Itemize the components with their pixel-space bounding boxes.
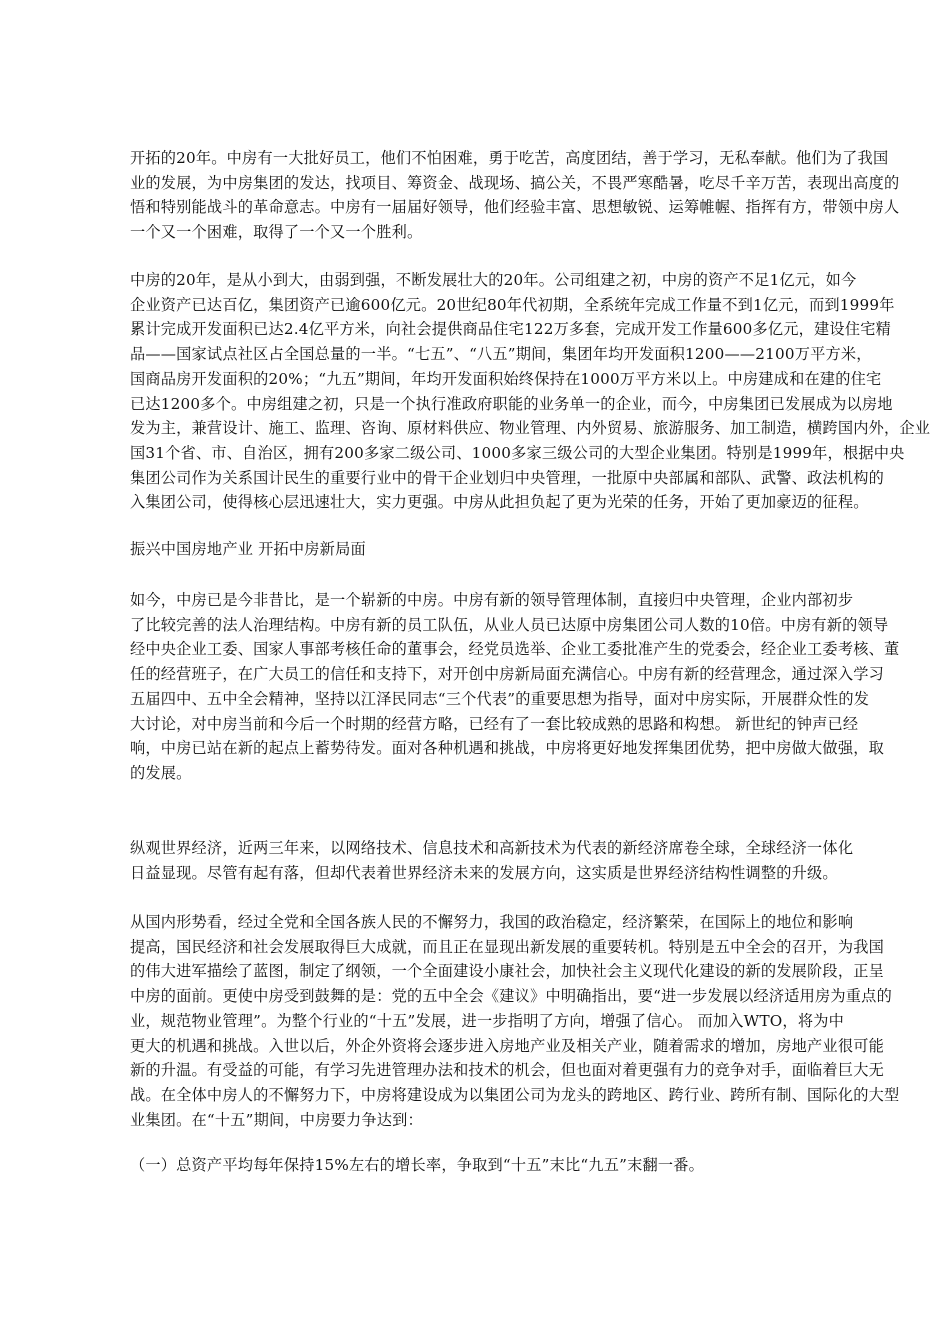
paragraph-goal-1 (130, 1153, 950, 1178)
text-line: 提高，国民经济和社会发展取得巨大成就，而且正在显现出新发展的重要转机。特别是五中全会的召开，为我国 (130, 937, 884, 956)
list-item-text: （一）总资产平均每年保持15%左右的增长率，争取到“十五”末比“九五”末翻一番。 (130, 1156, 705, 1174)
text-line: 的伟大进军描绘了蓝图，制定了纲领，一个全面建设小康社会，加快社会主义现代化建设的新的发展阶段，正呈 (130, 962, 884, 981)
text-line: 大讨论，对中房当前和今后一个时期的经营方略，已经有了一套比较成熟的思路和构想。 新世纪的钟声已经 (130, 714, 859, 733)
paragraph-domestic-situation (130, 910, 950, 1132)
paragraph-world-economy (130, 836, 950, 885)
paragraph-new-zhongfang (130, 588, 950, 786)
text-line: 已达1200多个。中房组建之初，只是一个执行准政府职能的业务单一的企业，而今，中房集团已发展成为以房地 (130, 394, 893, 413)
text-line: 纵观世界经济，近两三年来，以网络技术、信息技术和高新技术为代表的新经济席卷全球，全球经济一体化 (130, 839, 854, 857)
section-heading (130, 537, 950, 562)
text-line: 品——国家试点社区占全国总量的一半。“七五”、“八五”期间，集团年均开发面积1200——2100万平方米， (130, 345, 872, 364)
text-line: 中房的面前。更使中房受到鼓舞的是：党的五中全会《建议》中明确指出，要“进一步发展以经济适用房为重点的 (130, 987, 892, 1006)
text-line: 响，中房已站在新的起点上蓄势待发。面对各种机遇和挑战，中房将更好地发挥集团优势，把中房做大做强，取 (130, 739, 884, 758)
text-line: 累计完成开发面积已达2.4亿平方米，向社会提供商品住宅122万多套，完成开发工作量600多亿元，建设住宅精 (130, 320, 891, 339)
text-line: 了比较完善的法人治理结构。中房有新的员工队伍，从业人员已达原中房集团公司人数的10倍。中房有新的领导 (130, 615, 889, 634)
text-line: 开拓的20年。中房有一大批好员工，他们不怕困难，勇于吃苦，高度团结，善于学习，无私奉献。他们为了我国 (130, 149, 889, 167)
text-line: 业集团。在“十五”期间，中房要力争达到： (130, 1110, 423, 1129)
text-line: 国商品房开发面积的20%；“九五”期间，年均开发面积始终保持在1000万平方米以上。中房建成和在建的住宅 (130, 369, 882, 388)
text-line: 经中央企业工委、国家人事部考核任命的董事会，经党员选举、企业工委批准产生的党委会，经企业工委考核、董 (130, 640, 900, 659)
section-heading-text: 振兴中国房地产业 开拓中房新局面 (130, 540, 366, 558)
text-line: 国31个省、市、自治区，拥有200多家二级公司、1000多家三级公司的大型企业集团。特别是1999年，根据中央 (130, 443, 905, 462)
text-line: 一个又一个困难，取得了一个又一个胜利。 (130, 223, 423, 242)
text-line: 企业资产已达百亿，集团资产已逾600亿元。20世纪80年代初期，全系统年完成工作量不到1亿元，而到1999年 (130, 295, 895, 314)
text-line: 业，规范物业管理”。为整个行业的“十五”发展，进一步指明了方向，增强了信心。 而加入WTO，将为中 (130, 1011, 844, 1030)
text-line: 五届四中、五中全会精神，坚持以江泽民同志“三个代表”的重要思想为指导，面对中房实际，开展群众性的发 (130, 689, 870, 708)
text-line: 中房的20年，是从小到大，由弱到强，不断发展壮大的20年。公司组建之初，中房的资产不足1亿元，如今 (130, 271, 857, 289)
text-line: 新的升温。有受益的可能，有学习先进管理办法和技术的机会，但也面对着更强有力的竞争对手，面临着巨大无 (130, 1061, 884, 1080)
text-line: 悟和特别能战斗的革命意志。中房有一届届好领导，他们经验丰富、思想敏锐、运筹帷幄、指挥有方，带领中房人 (130, 198, 900, 217)
text-line: 任的经营班子，在广大员工的信任和支持下，对开创中房新局面充满信心。中房有新的经营理念，通过深入学习 (130, 665, 884, 684)
text-line: 日益显现。尽管有起有落，但却代表着世界经济未来的发展方向，这实质是世界经济结构性调整的升级。 (130, 863, 838, 882)
text-line: 入集团公司，使得核心层迅速壮大，实力更强。中房从此担负起了更为光荣的任务，开始了更加豪迈的征程。 (130, 493, 869, 512)
paragraph-growth (130, 268, 950, 515)
text-line: 如今，中房已是今非昔比，是一个崭新的中房。中房有新的领导管理体制，直接归中央管理，企业内部初步 (130, 591, 854, 609)
paragraph-achievements-staff (130, 146, 950, 245)
text-line: 更大的机遇和挑战。入世以后，外企外资将会逐步进入房地产业及相关产业，随着需求的增加，房地产业很可能 (130, 1036, 884, 1055)
text-line: 的发展。 (130, 763, 192, 782)
text-line: 集团公司作为关系国计民生的重要行业中的骨干企业划归中央管理，一批原中央部属和部队、武警、政法机构的 (130, 468, 884, 487)
text-line: 业的发展，为中房集团的发达，找项目、筹资金、战现场、搞公关，不畏严寒酷暑，吃尽千辛万苦，表现出高度的 (130, 173, 900, 192)
text-line: 从国内形势看，经过全党和全国各族人民的不懈努力，我国的政治稳定，经济繁荣，在国际上的地位和影响 (130, 913, 854, 931)
text-line: 战。在全体中房人的不懈努力下，中房将建设成为以集团公司为龙头的跨地区、跨行业、跨所有制、国际化的大型 (130, 1085, 900, 1104)
text-line: 发为主，兼营设计、施工、监理、咨询、原材料供应、物业管理、内外贸易、旅游服务、加工制造，横跨国内外，企业 (130, 419, 931, 438)
